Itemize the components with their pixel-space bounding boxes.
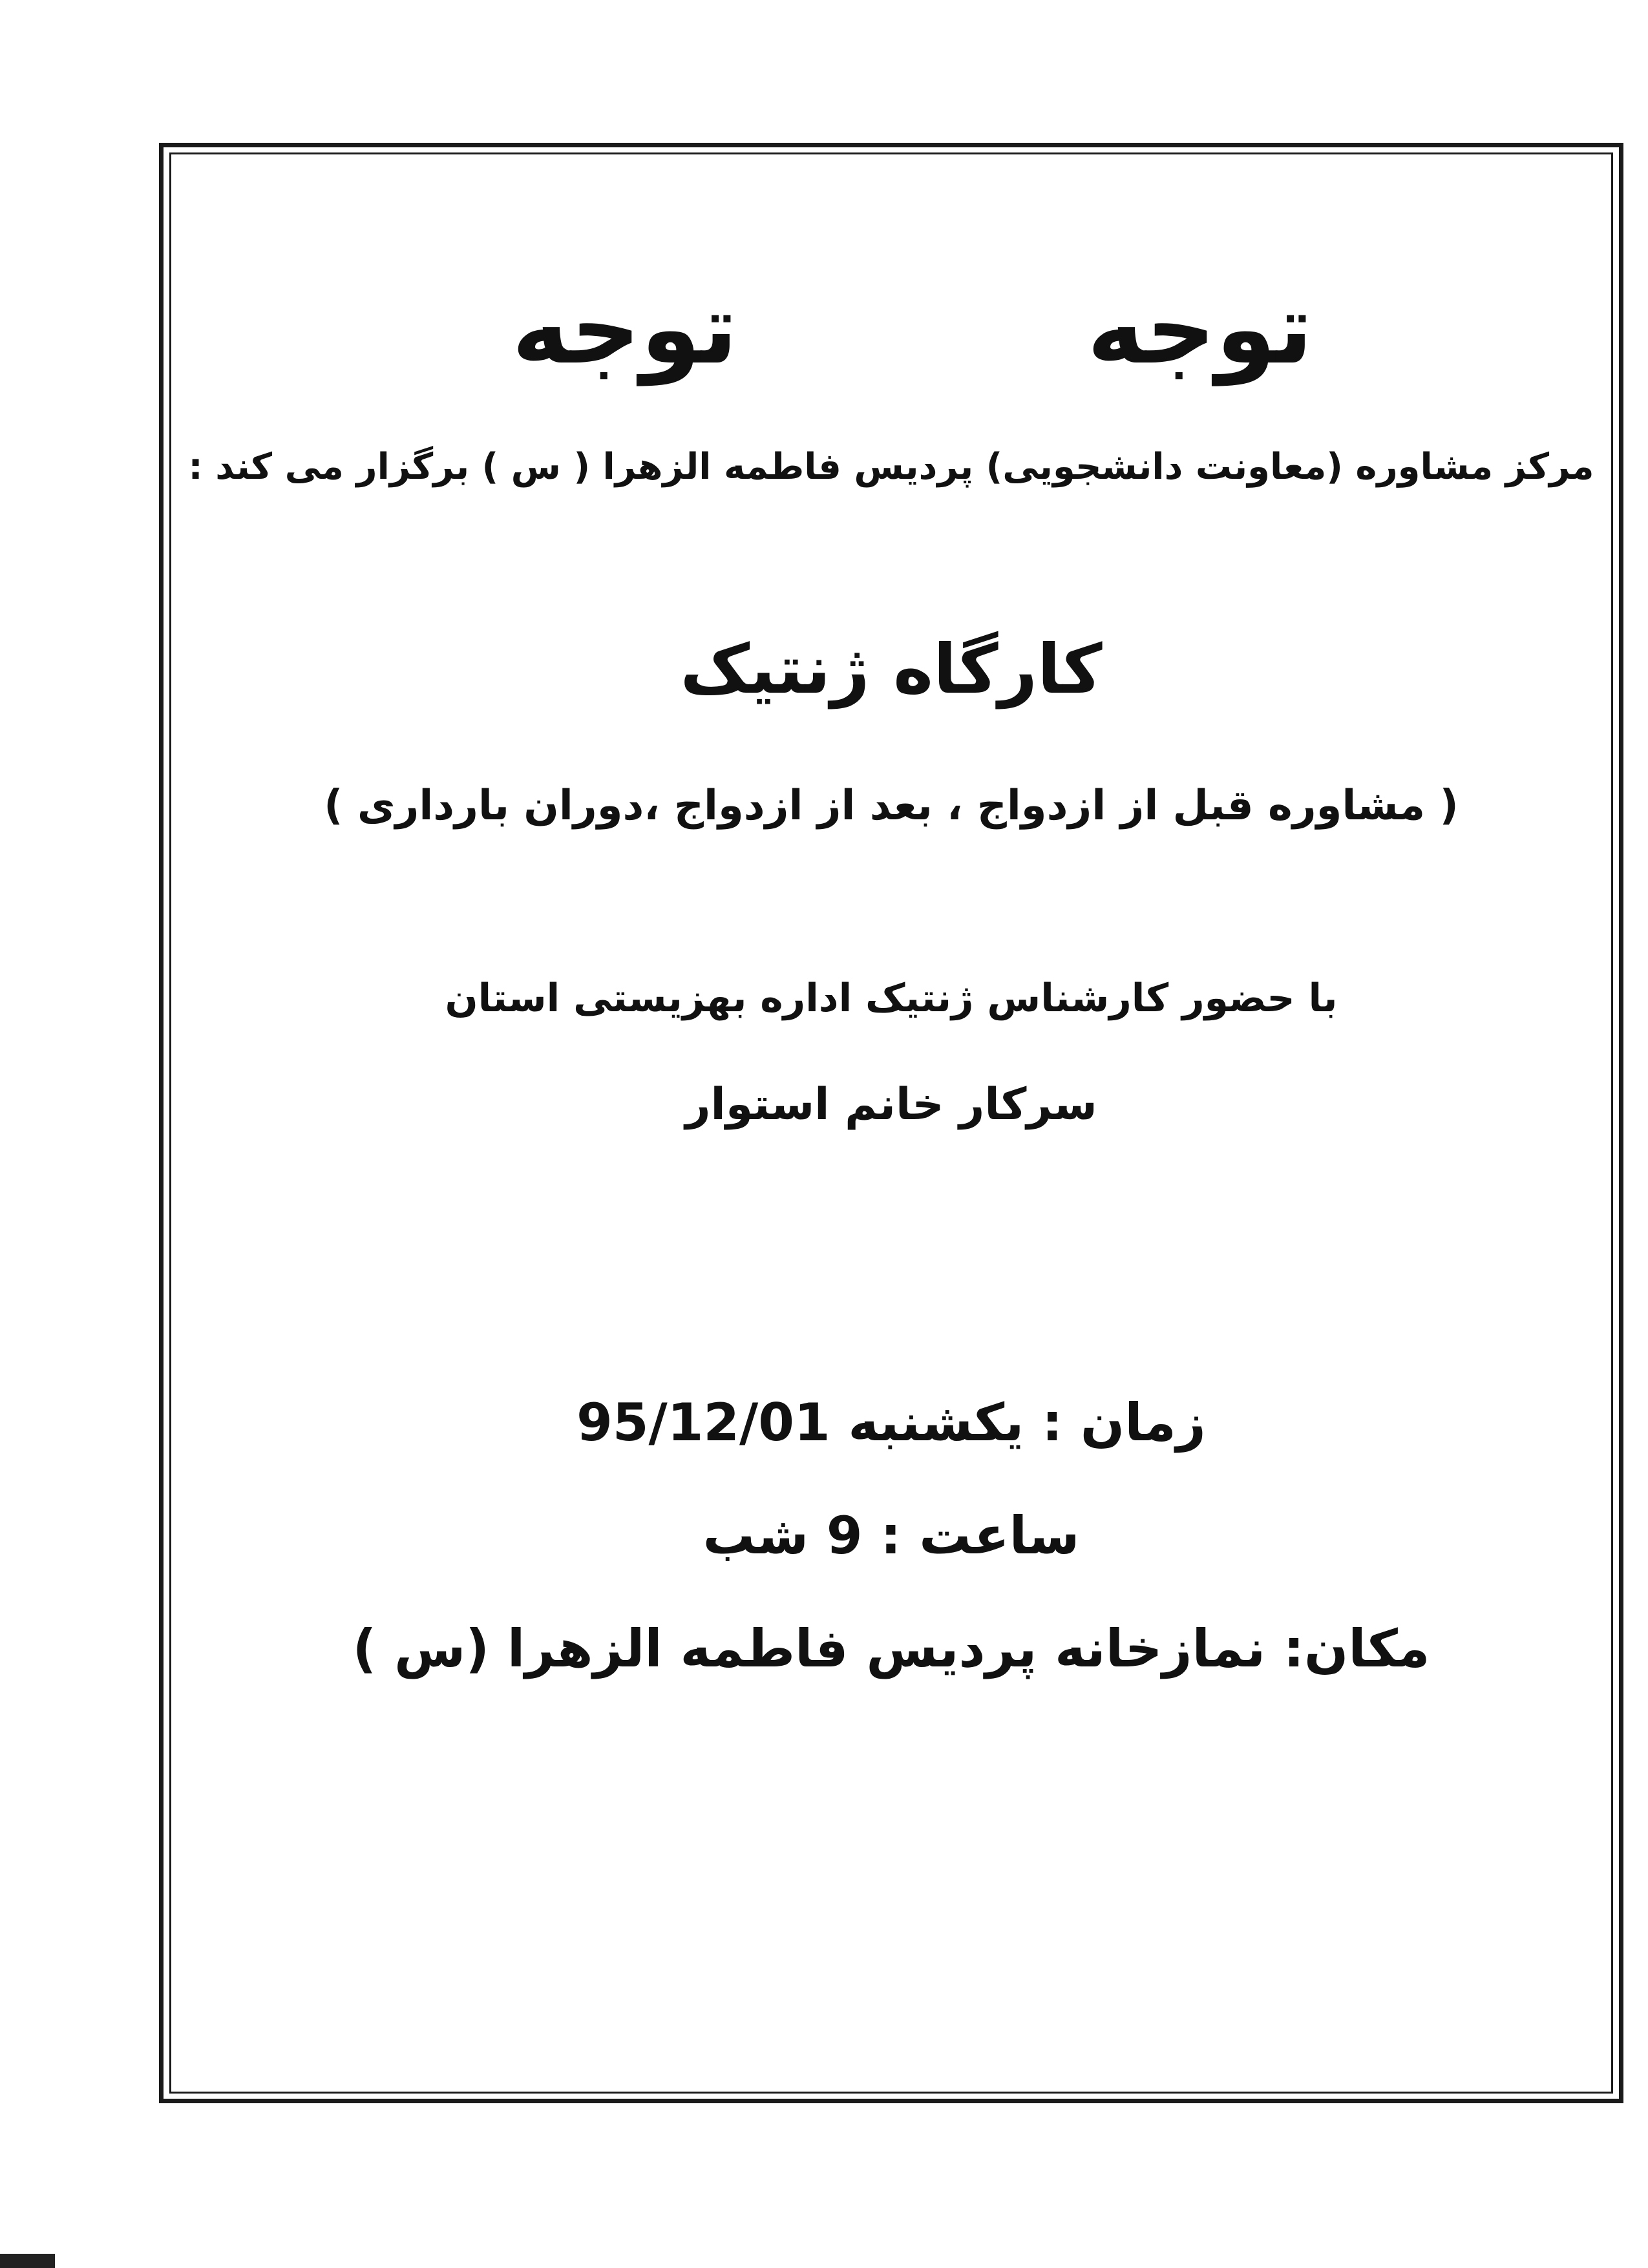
event-hour: ساعت : 9 شب	[703, 1506, 1080, 1566]
attention-word-right: توجه	[1087, 273, 1313, 386]
expert-name: سرکار خانم استوار	[685, 1079, 1097, 1130]
workshop-subtitle: ( مشاوره قبل از ازدواج ، بعد از ازدواج ،دوران بارداری )	[324, 782, 1459, 830]
organizer-intro: مرکز مشاوره (معاونت دانشجویی) پردیس فاطمه الزهرا ( س ) برگزار می کند :	[188, 446, 1594, 488]
event-place: مکان: نمازخانه پردیس فاطمه الزهرا (س )	[352, 1619, 1430, 1679]
corner-watermark-logo	[0, 2254, 55, 2268]
attention-header	[169, 265, 1613, 394]
attention-word-left: توجه	[512, 273, 738, 386]
workshop-title: کارگاه ژنتیک	[680, 630, 1103, 709]
event-date: زمان : یکشنبه 95/12/01	[576, 1392, 1206, 1453]
presence-line: با حضور کارشناس ژنتیک اداره بهزیستی استان	[445, 976, 1338, 1021]
